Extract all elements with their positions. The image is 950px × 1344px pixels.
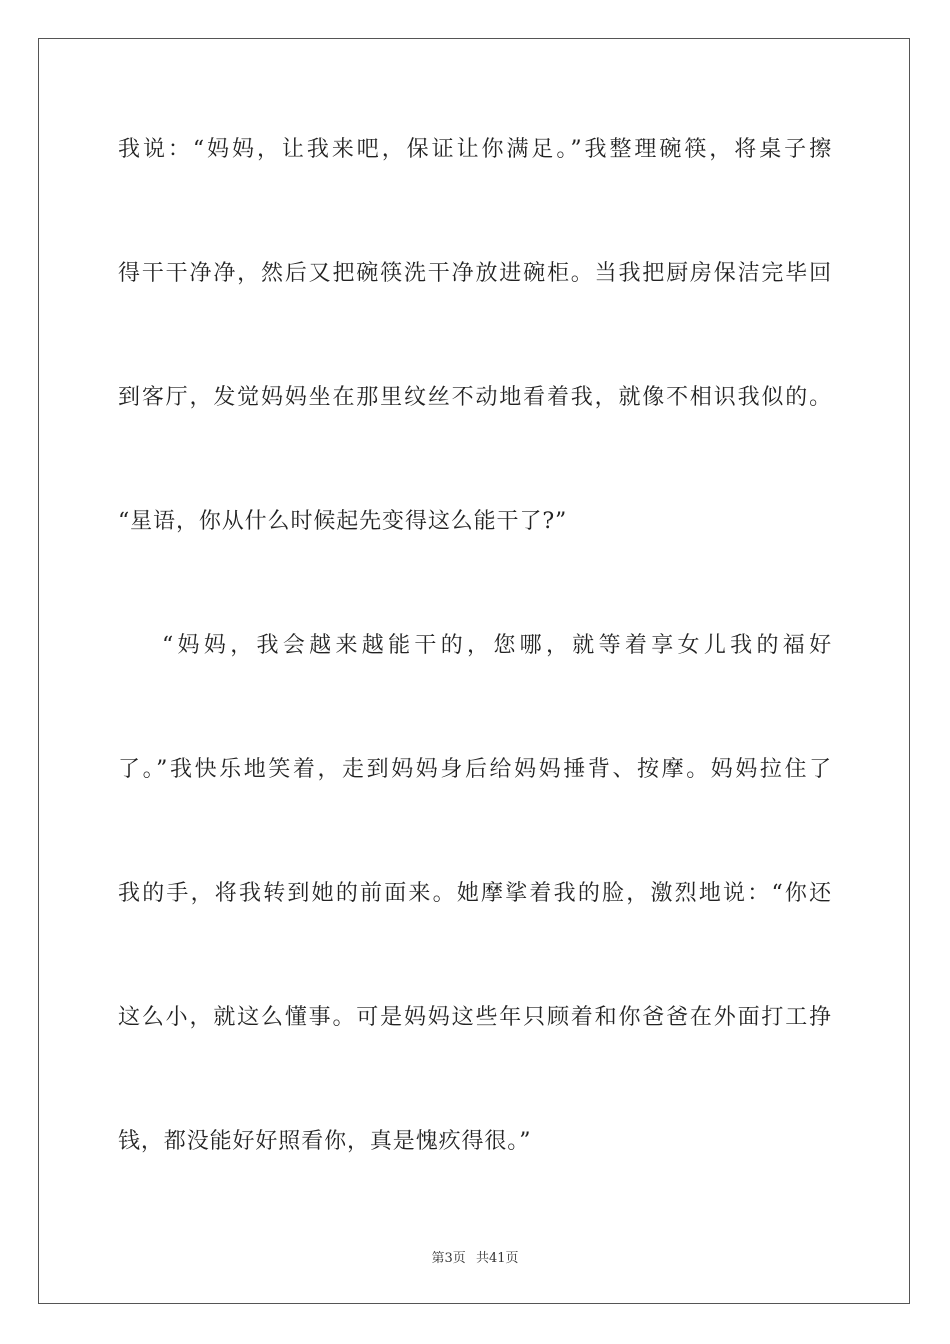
- paragraph-line-6: 了。”我快乐地笑着，走到妈妈身后给妈妈捶背、按摩。妈妈拉住了: [118, 757, 832, 782]
- page-footer: [0, 1247, 950, 1266]
- paragraph-line-3: 到客厅，发觉妈妈坐在那里纹丝不动地看着我，就像不相识我似的。: [118, 385, 832, 410]
- page-border: [38, 38, 910, 1304]
- paragraph-line-8: 这么小，就这么懂事。可是妈妈这些年只顾着和你爸爸在外面打工挣: [118, 1005, 832, 1030]
- paragraph-line-2: 得干干净净，然后又把碗筷洗干净放进碗柜。当我把厨房保洁完毕回: [118, 261, 832, 286]
- page-number: 第3页: [431, 1251, 466, 1266]
- paragraph-line-5: “妈妈，我会越来越能干的，您哪，就等着享女儿我的福好: [162, 633, 832, 658]
- page-total: 共41页: [475, 1251, 519, 1266]
- paragraph-line-1: 我说：“妈妈，让我来吧，保证让你满足。”我整理碗筷，将桌子擦: [118, 137, 832, 162]
- paragraph-line-9: 钱，都没能好好照看你，真是愧疚得很。”: [118, 1129, 532, 1154]
- paragraph-line-7: 我的手，将我转到她的前面来。她摩挲着我的脸，激烈地说：“你还: [118, 881, 832, 906]
- paragraph-line-4: “星语，你从什么时候起先变得这么能干了?”: [118, 509, 568, 534]
